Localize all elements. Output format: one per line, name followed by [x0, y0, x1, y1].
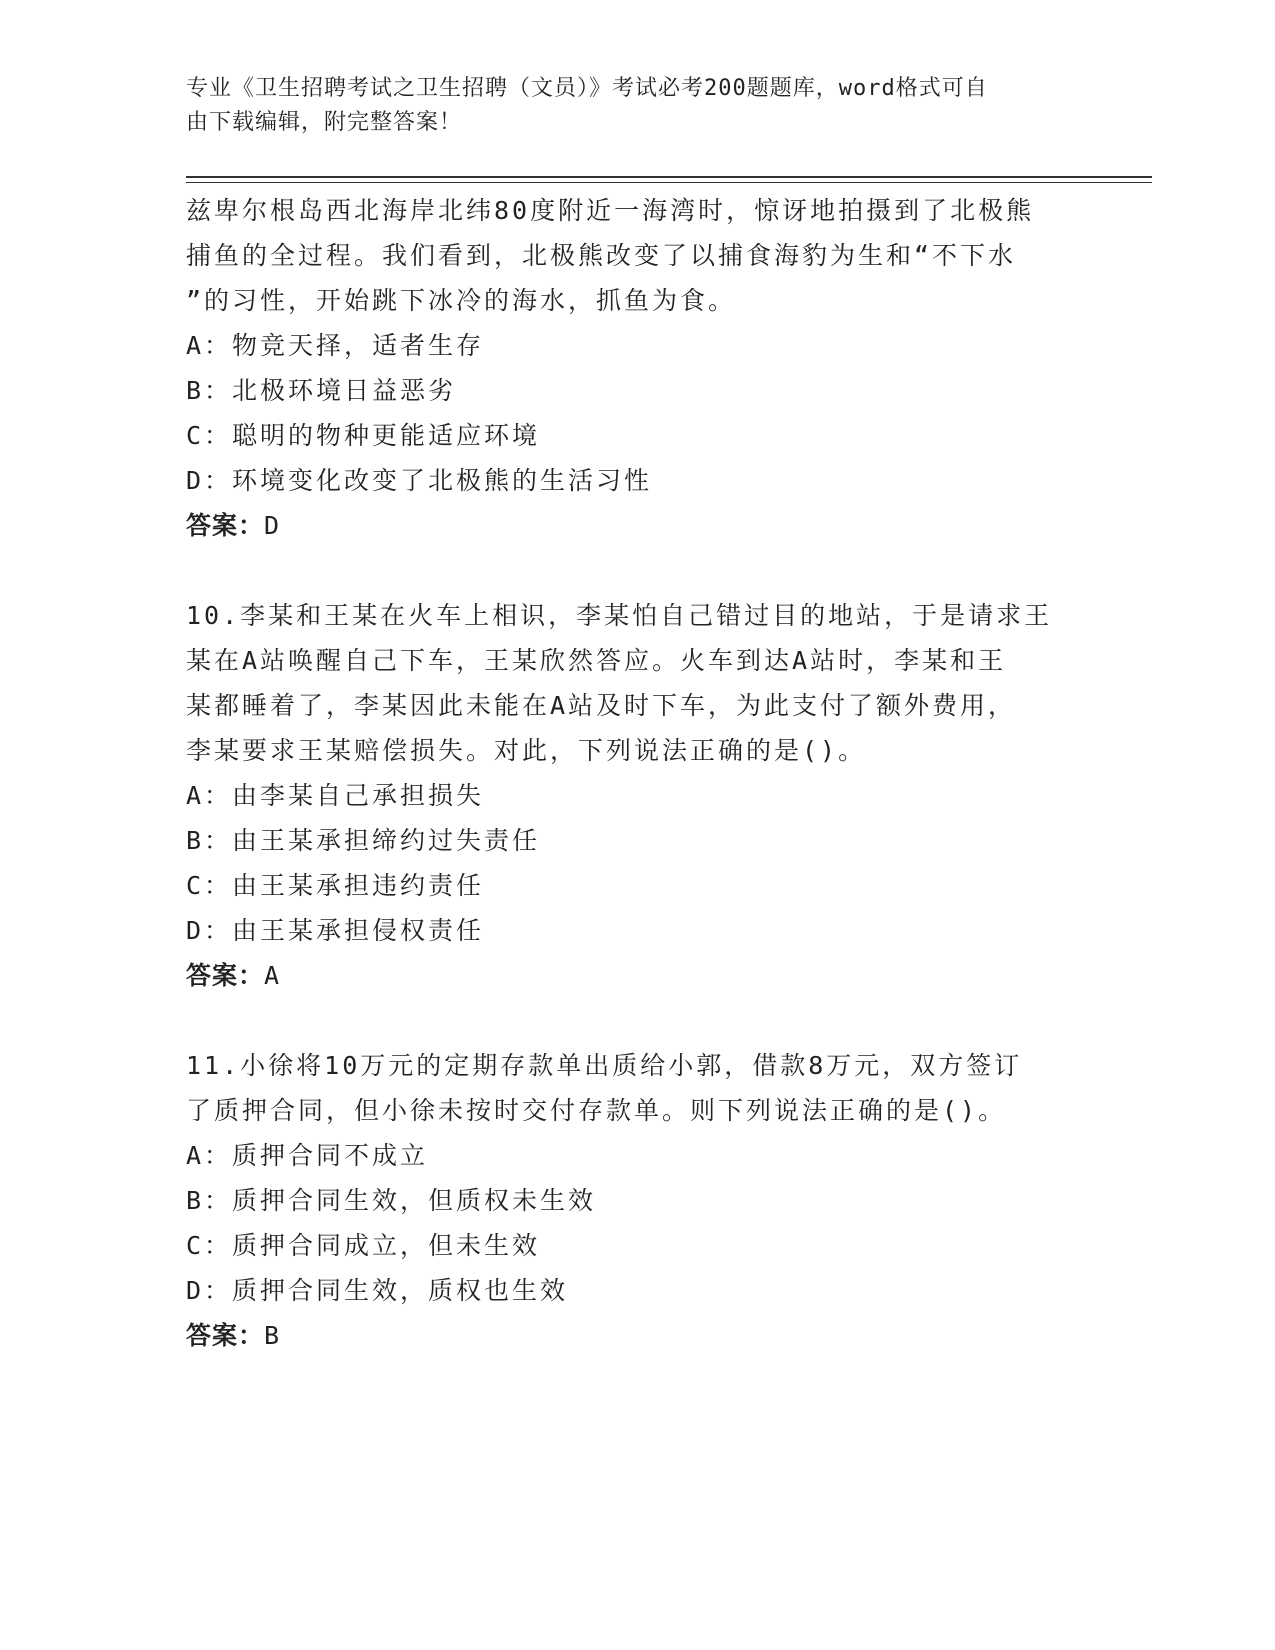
- option-c: C：由王某承担违约责任: [186, 871, 485, 900]
- option-c: C：质押合同成立，但未生效: [186, 1231, 541, 1260]
- option-a: A：质押合同不成立: [186, 1141, 429, 1170]
- question-list: [186, 188, 1086, 1358]
- answer-value: A: [264, 961, 281, 990]
- answer-label: 答案：: [186, 511, 265, 540]
- header-divider-thick: [186, 176, 1152, 178]
- question-11: [186, 1043, 1086, 1358]
- question-text-line: 某在A站唤醒自己下车，王某欣然答应。火车到达A站时，李某和王: [186, 646, 1007, 675]
- answer-value: B: [264, 1321, 281, 1350]
- question-10: [186, 593, 1086, 998]
- question-text-line: 10.李某和王某在火车上相识，李某怕自己错过目的地站，于是请求王: [186, 601, 1053, 630]
- question-text-line: 李某要求王某赔偿损失。对此，下列说法正确的是()。: [186, 736, 867, 765]
- answer-label: 答案：: [186, 961, 265, 990]
- answer-line: [186, 953, 1086, 998]
- question-text-line: 兹卑尔根岛西北海岸北纬80度附近一海湾时，惊讶地拍摄到了北极熊: [186, 196, 1035, 225]
- option-c: C：聪明的物种更能适应环境: [186, 421, 541, 450]
- answer-line: [186, 1313, 1086, 1358]
- option-b: B：北极环境日益恶劣: [186, 376, 457, 405]
- header-line-2: 由下载编辑，附完整答案！: [186, 110, 463, 135]
- question-text-line: 了质押合同，但小徐未按时交付存款单。则下列说法正确的是()。: [186, 1096, 1007, 1125]
- option-b: B：质押合同生效，但质权未生效: [186, 1186, 597, 1215]
- question-text-line: 11.小徐将10万元的定期存款单出质给小郭，借款8万元，双方签订: [186, 1051, 1023, 1080]
- option-d: D：环境变化改变了北极熊的生活习性: [186, 466, 653, 495]
- page-header: [186, 72, 1066, 140]
- question-9: [186, 188, 1086, 548]
- question-text-line: 某都睡着了，李某因此未能在A站及时下车，为此支付了额外费用，: [186, 691, 1017, 720]
- header-divider-thin: [186, 182, 1152, 183]
- option-d: D：质押合同生效，质权也生效: [186, 1276, 569, 1305]
- answer-value: D: [264, 511, 281, 540]
- answer-label: 答案：: [186, 1321, 265, 1350]
- option-d: D：由王某承担侵权责任: [186, 916, 485, 945]
- header-line-1: 专业《卫生招聘考试之卫生招聘（文员）》考试必考200题题库，word格式可自: [186, 76, 988, 101]
- question-text-line: ”的习性，开始跳下冰冷的海水，抓鱼为食。: [186, 286, 737, 315]
- option-a: A：由李某自己承担损失: [186, 781, 485, 810]
- question-text-line: 捕鱼的全过程。我们看到，北极熊改变了以捕食海豹为生和“不下水: [186, 241, 1017, 270]
- option-a: A：物竞天择，适者生存: [186, 331, 485, 360]
- answer-line: [186, 503, 1086, 548]
- option-b: B：由王某承担缔约过失责任: [186, 826, 541, 855]
